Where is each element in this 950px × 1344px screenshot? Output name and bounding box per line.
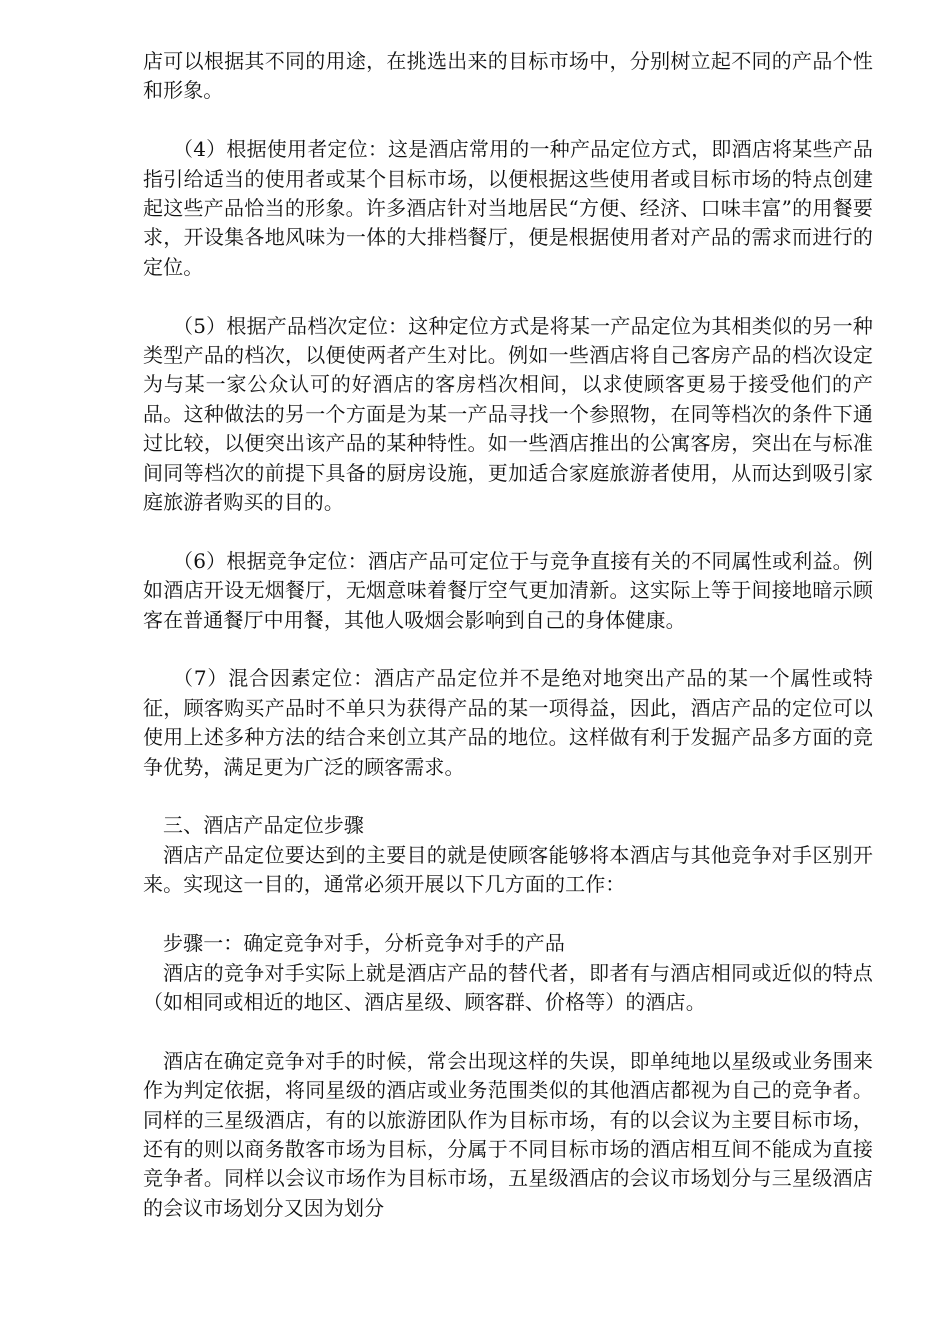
paragraph-gap [143, 782, 873, 811]
paragraph-competitor-definition: 酒店的竞争对手实际上就是酒店产品的替代者，即者有与酒店相同或近似的特点（如相同或相近的地区、酒店星级、顾客群、价格等）的酒店。 [143, 960, 873, 1014]
paragraph-gap [143, 635, 873, 664]
paragraph-gap [143, 900, 873, 929]
paragraph-steps-intro: 酒店产品定位要达到的主要目的就是使顾客能够将本酒店与其他竞争对手区别开来。实现这一目的，通常必须开展以下几方面的工作： [143, 842, 873, 897]
paragraph-gap [143, 1017, 873, 1046]
paragraph-grade-positioning: （5）根据产品档次定位：这种定位方式是将某一产品定位为其相类似的另一种类型产品的档次，以便使两者产生对比。例如一些酒店将自己客房产品的档次设定为与某一家公众认可的好酒店的客房档次相间，以求使顾客更易于接受他们的产品。这种做法的另一个方面是为某一产品寻找一个参照物，在同等档次的条件下通过比较，以便突出该产品的某种特性。如一些酒店推出的公寓客房，突出在与标准间同等档次的前提下具备的厨房设施，更加适合家庭旅游者使用，从而达到吸引家庭旅游者购买的目的。 [143, 313, 873, 515]
paragraph-user-positioning: （4）根据使用者定位：这是酒店常用的一种产品定位方式，即酒店将某些产品指引给适当的使用者或某个目标市场，以便根据这些使用者或目标市场的特点创建起这些产品恰当的形象。许多酒店针对当地居民“方便、经济、口味丰富”的用餐要求，开设集各地风味为一体的大排档餐厅，便是根据使用者对产品的需求而进行的定位。 [143, 137, 873, 279]
paragraph-gap [143, 517, 873, 546]
document-body [143, 47, 873, 1223]
paragraph-gap [143, 282, 873, 311]
paragraph-competitor-mistakes: 酒店在确定竞争对手的时候，常会出现这样的失误，即单纯地以星级或业务围来作为判定依据，将同星级的酒店或业务范围类似的其他酒店都视为自己的竞争者。同样的三星级酒店，有的以旅游团队作为目标市场，有的以会议为主要目标市场，还有的则以商务散客市场为目标，分属于不同目标市场的酒店相互间不能成为直接竞争者。同样以会议市场作为目标市场，五星级酒店的会议市场划分与三星级酒店的会议市场划分又因为划分 [143, 1048, 873, 1220]
paragraph-competition-positioning: （6）根据竞争定位：酒店产品可定位于与竞争直接有关的不同属性或利益。例如酒店开设无烟餐厅，无烟意味着餐厅空气更加清新。这实际上等于间接地暗示顾客在普通餐厅中用餐，其他人吸烟会影响到自己的身体健康。 [143, 548, 873, 632]
step-one-heading: 步骤一：确定竞争对手，分析竞争对手的产品 [163, 931, 565, 956]
paragraph-gap [143, 106, 873, 135]
paragraph-mixed-positioning: （7）混合因素定位：酒店产品定位并不是绝对地突出产品的某一个属性或特征，顾客购买产品时不单只为获得产品的某一项得益，因此，酒店产品的定位可以使用上述多种方法的结合来创立其产品的地位。这样做有利于发掘产品多方面的竞争优势，满足更为广泛的顾客需求。 [143, 666, 873, 779]
paragraph-continuation: 店可以根据其不同的用途，在挑选出来的目标市场中，分别树立起不同的产品个性和形象。 [143, 49, 873, 103]
section-heading-positioning-steps: 三、酒店产品定位步骤 [163, 813, 364, 838]
